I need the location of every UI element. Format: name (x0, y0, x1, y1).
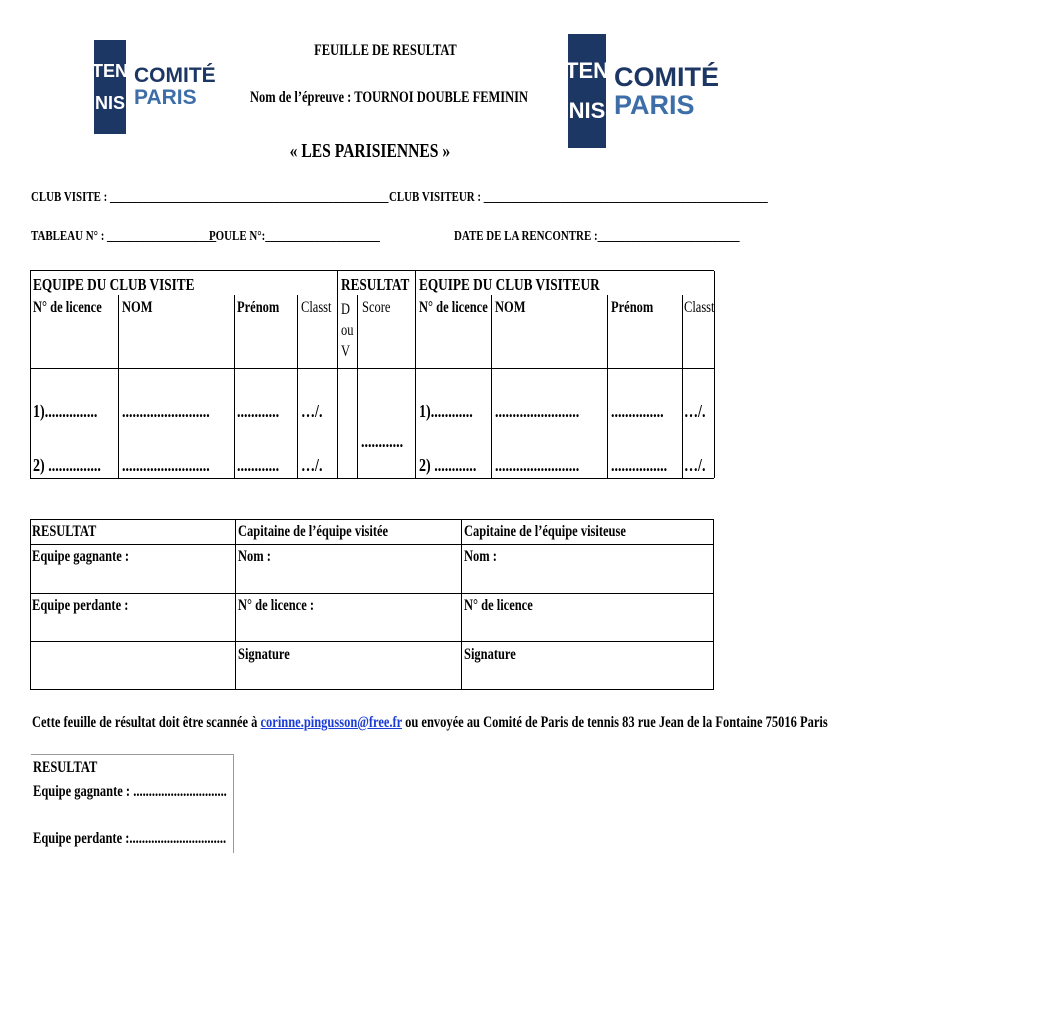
logo-left-line1: TEN (92, 61, 128, 81)
club-visiteur-field[interactable]: CLUB VISITEUR : ____________________________________________________ (389, 190, 768, 205)
captain-visitee-label: Capitaine de l’équipe visitée (238, 523, 389, 540)
col-score: Score (362, 299, 391, 316)
logo-right-line2: NIS (568, 98, 606, 123)
row2-away-prenom[interactable]: ................ (611, 455, 668, 475)
row1-away-nom[interactable]: ........................ (495, 401, 580, 421)
col-licence: N° de licence (33, 299, 102, 316)
date-field[interactable]: DATE DE LA RENCONTRE :__________________________ (454, 229, 740, 244)
row2-away-nom[interactable]: ........................ (495, 455, 580, 475)
loser-label: Equipe perdante : (32, 597, 129, 614)
logo-right-word2: PARIS (614, 90, 695, 120)
match-table (30, 270, 714, 479)
row2-classt[interactable]: …/. (301, 455, 323, 475)
footer-note: Cette feuille de résultat doit être scannée à corinne.pingusson@free.fr ou envoyée au Comité de Paris de tennis 83 rue Jean de la Fontaine 75016 Paris (32, 714, 828, 731)
tableau-field[interactable]: TABLEAU N° : ____________________ (31, 229, 217, 244)
row1-away-prenom[interactable]: ............... (611, 401, 664, 421)
score-value[interactable]: ............ (361, 431, 404, 451)
row1-nom[interactable]: ......................... (122, 401, 210, 421)
result-title: RESULTAT (341, 275, 410, 294)
logo-left-word1: COMITÉ (134, 63, 216, 87)
logo-left-text (134, 65, 216, 109)
away-team-title: EQUIPE DU CLUB VISITEUR (419, 275, 600, 294)
row2-licence[interactable]: 2) ............... (33, 455, 101, 475)
row2-prenom[interactable]: ............ (237, 455, 280, 475)
col-dv: D ou V (341, 301, 354, 360)
logo-right-word1: COMITÉ (614, 61, 719, 92)
captain-visiteuse-nom[interactable]: Nom : (464, 548, 497, 565)
captain-visitee-signature[interactable]: Signature (238, 646, 290, 663)
epreuve-name: Nom de l’épreuve : TOURNOI DOUBLE FEMININ (250, 89, 529, 106)
row1-away-classt[interactable]: …/. (684, 401, 706, 421)
row1-classt[interactable]: …/. (301, 401, 323, 421)
away-col-prenom: Prénom (611, 299, 654, 316)
row1-away-licence[interactable]: 1)............ (419, 401, 473, 421)
logo-right-text (614, 63, 719, 120)
col-prenom: Prénom (237, 299, 280, 316)
row1-licence[interactable]: 1)............... (33, 401, 98, 421)
logo-left-word2: PARIS (134, 86, 197, 109)
club-visite-field[interactable]: CLUB VISITE : ___________________________________________________ (31, 190, 389, 205)
captain-visitee-licence[interactable]: N° de licence : (238, 597, 315, 614)
away-col-classt: Classt (684, 299, 715, 316)
summary-box (31, 754, 234, 853)
captain-visiteuse-licence[interactable]: N° de licence (464, 597, 533, 614)
summary-winner[interactable]: Equipe gagnante : .............................. (33, 783, 227, 800)
col-nom: NOM (122, 299, 153, 316)
row2-nom[interactable]: ......................... (122, 455, 210, 475)
winner-label: Equipe gagnante : (32, 548, 130, 565)
row2-away-classt[interactable]: …/. (684, 455, 706, 475)
summary-title: RESULTAT (33, 759, 98, 776)
logo-left-line2: NIS (94, 93, 125, 113)
page-title: FEUILLE DE RESULTAT (313, 42, 457, 59)
result-table (30, 519, 714, 690)
summary-loser[interactable]: Equipe perdante :............................... (33, 830, 227, 847)
captain-visitee-nom[interactable]: Nom : (238, 548, 271, 565)
poule-field[interactable]: POULE N°:_____________________ (209, 229, 380, 244)
home-team-title: EQUIPE DU CLUB VISITE (33, 275, 195, 294)
captain-visiteuse-signature[interactable]: Signature (464, 646, 516, 663)
row1-prenom[interactable]: ............ (237, 401, 280, 421)
email-link[interactable]: corinne.pingusson@free.fr (260, 714, 403, 731)
result-label: RESULTAT (32, 523, 97, 540)
away-col-licence: N° de licence (419, 299, 488, 316)
row2-away-licence[interactable]: 2) ............ (419, 455, 477, 475)
logo-right-line1: TEN (565, 58, 609, 83)
event-name: « LES PARISIENNES » (289, 140, 451, 162)
away-col-nom: NOM (495, 299, 526, 316)
captain-visiteuse-label: Capitaine de l’équipe visiteuse (464, 523, 626, 540)
col-classt: Classt (301, 299, 332, 316)
